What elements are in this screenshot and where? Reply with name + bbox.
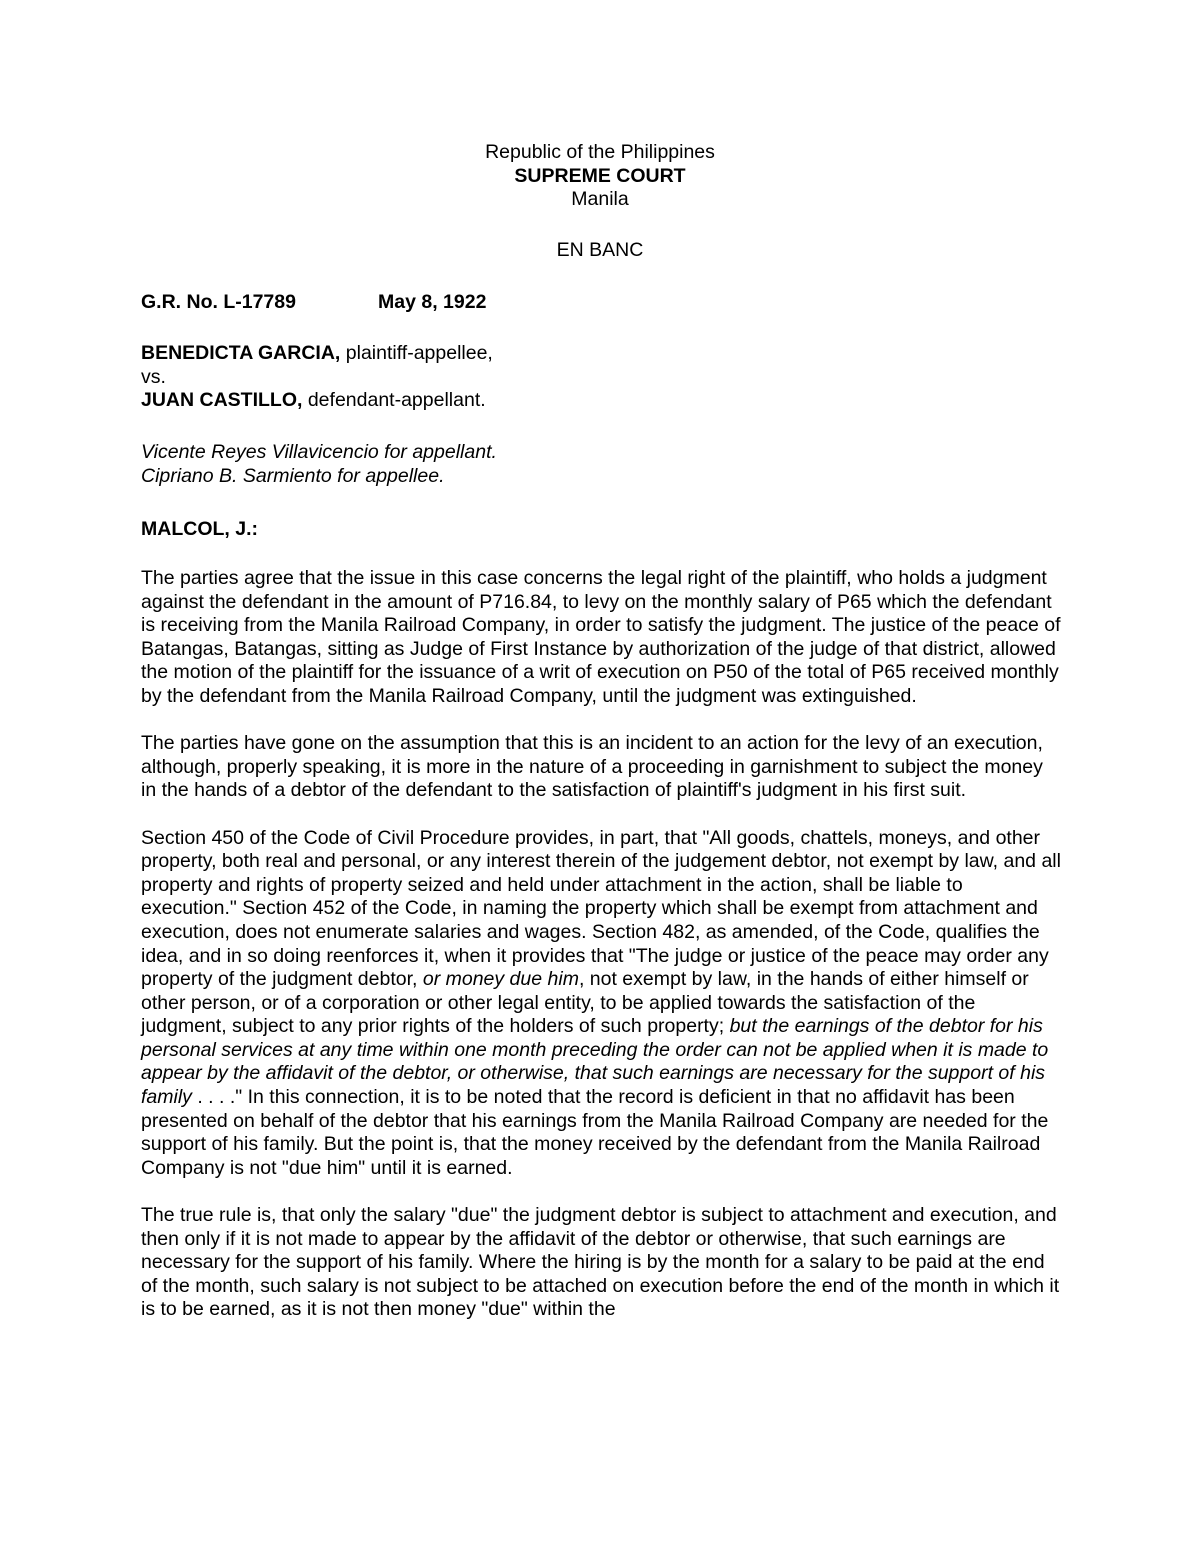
defendant-name: JUAN CASTILLO, [141,389,303,412]
case-number-line [141,291,487,315]
paragraph-3-text-a: Section 450 of the Code of Civil Procedure provides, in part, that "All goods, chattels, moneys, and other property, both real and personal, or any interest therein of the judgement debtor, not exempt by law, and all property and rights of property seized and held under attachment in the action, shall be liable to execution." Section 452 of the Code, in naming the property which shall be exempt from attachment and execution, does not enumerate salaries and wages. Section 482, as amended, of the Code, qualifies the idea, and in so doing reenforces it, when it provides that "The judge or justice of the peace may order any property of the judgment debtor, [141,826,1061,991]
division-label: EN BANC [556,238,644,261]
paragraph-3-text-c: . . . ." In this connection, it is to be noted that the record is deficient in that no affidavit has been presented on behalf of the debtor that his earnings from the Manila Railroad Company are needed for the support of his family. But the point is, that the money received by the defendant from the Manila Railroad Company is not "due him" until it is earned. [141,1086,1049,1179]
paragraph-3-italic-2: but the earnings of the debtor for his personal services at any time within one month preceding the order can not be applied when it is made to appear by the affidavit of the debtor, or otherwise, that such earnings are necessary for the support of his family [141,1015,1049,1109]
counsel-block [141,441,497,488]
decision-body [141,567,1061,1346]
paragraph-3-italic-1: or money due him [422,968,579,991]
body-paragraph-1: The parties agree that the issue in this case concerns the legal right of the plaintiff, who holds a judgment against the defendant in the amount of P716.84, to levy on the monthly salary of P65 which the defendant is receiving from the Manila Railroad Company, in order to satisfy the judgment. The justice of the peace of Batangas, Batangas, sitting as Judge of First Instance by authorization of the judge of that district, allowed the motion of the plaintiff for the issuance of a writ of execution on P50 of the total of P65 received monthly by the defendant from the Manila Railroad Company, until the judgment was extinguished. [141,567,1061,707]
defendant-line [141,389,493,413]
body-paragraph-4: The true rule is, that only the salary "due" the judgment debtor is subject to attachment and execution, and then only if it is not made to appear by the affidavit of the debtor or otherwise, that such earnings are necessary for the support of his family. Where the hiring is by the month for a salary to be paid at the end of the month, such salary is not subject to be attached on execution before the end of the month in which it is to be earned, as it is not then money "due" within the [141,1204,1060,1321]
court-header [0,141,1200,262]
plaintiff-line [141,342,493,366]
paragraph-3-text-b: , not exempt by law, in the hands of either himself or other person, or of a corporation or other legal entity, to be applied towards the satisfaction of the judgment, subject to any prior rights of the holders of such property; [141,968,1029,1038]
body-paragraph-3 [141,827,1061,1181]
case-parties [141,342,493,413]
decision-date: May 8, 1922 [378,291,487,313]
appellee-counsel: Cipriano B. Sarmiento for appellee. [141,464,445,487]
plaintiff-role: plaintiff-appellee, [340,342,493,364]
body-paragraph-2: The parties have gone on the assumption that this is an incident to an action for the levy of an execution, although, properly speaking, it is more in the nature of a proceeding in garnishment to subject the money in the hands of a debtor of the defendant to the satisfaction of plaintiff's judgment in his first suit. [141,732,1043,802]
versus-label: vs. [141,365,166,388]
court-name: SUPREME COURT [514,164,686,187]
ponente-label: MALCOL, J.: [141,518,258,540]
appellant-counsel: Vicente Reyes Villavicencio for appellant. [141,441,497,463]
gr-number: G.R. No. L-17789 [141,291,296,313]
court-city: Manila [571,188,629,211]
plaintiff-name: BENEDICTA GARCIA, [141,342,341,364]
republic-line: Republic of the Philippines [485,141,715,163]
defendant-role: defendant-appellant. [302,389,486,412]
